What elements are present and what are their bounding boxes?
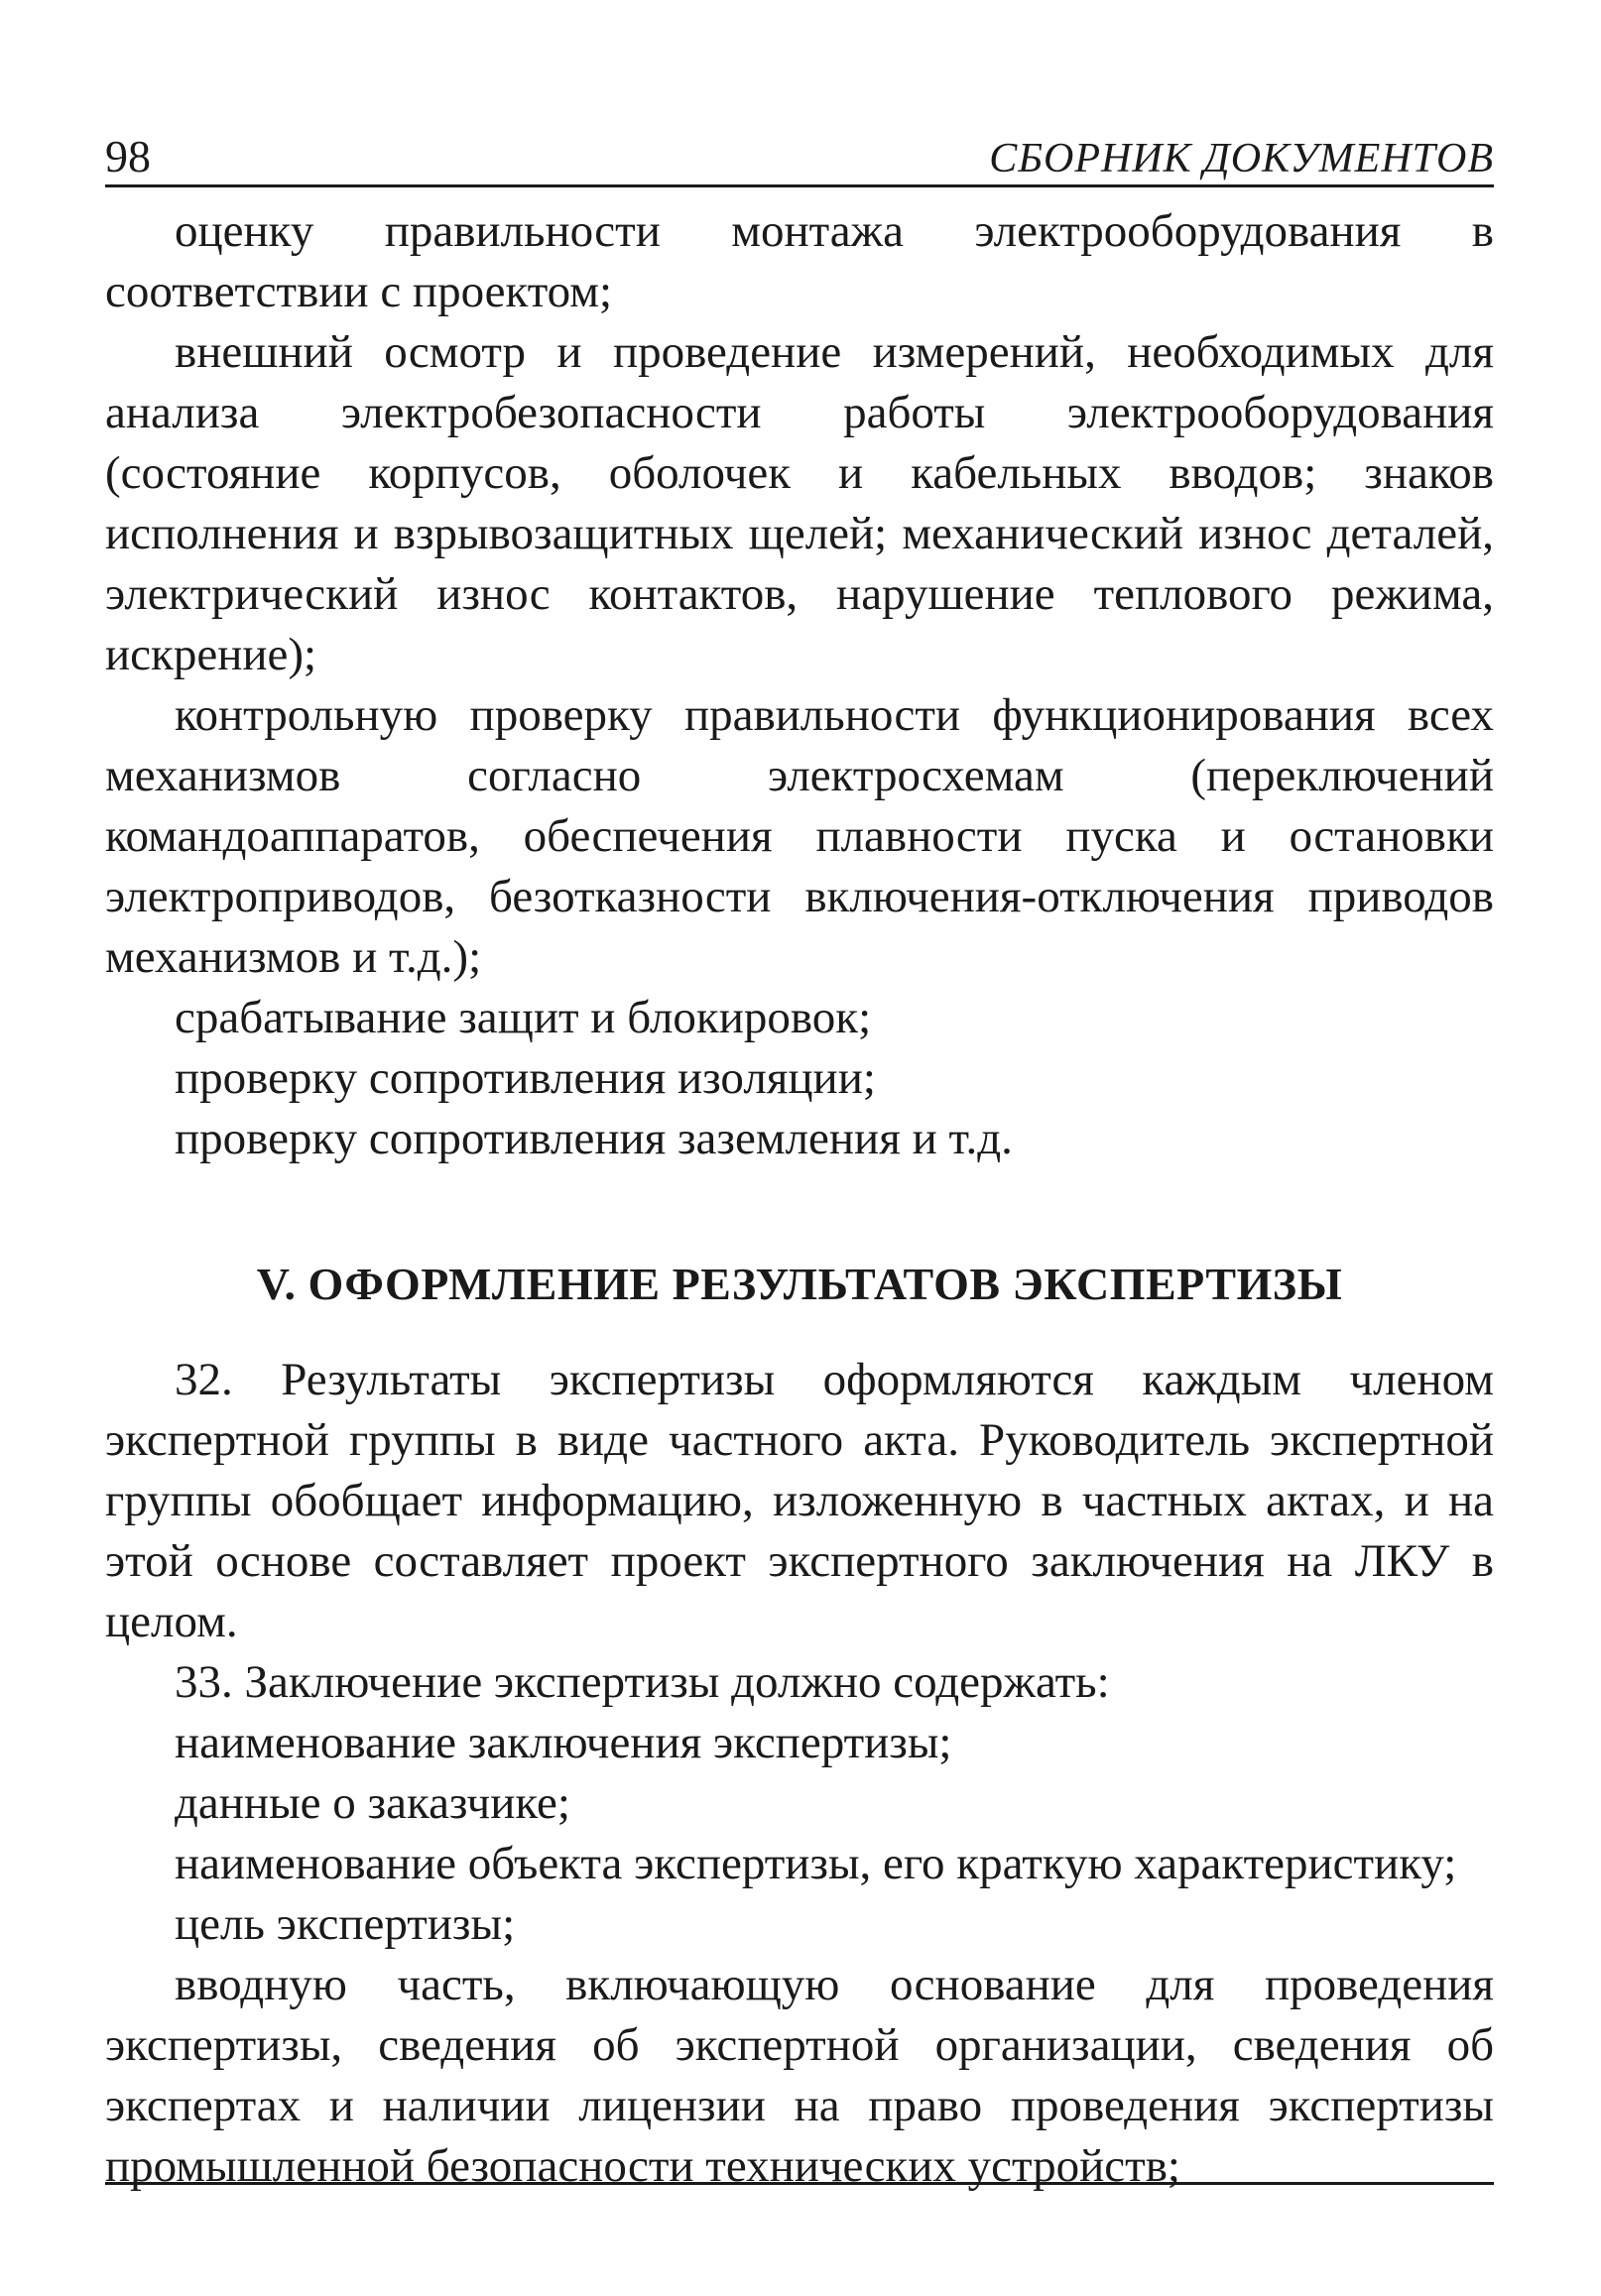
list-item: данные о заказчике; bbox=[175, 1777, 570, 1829]
page-number: 98 bbox=[105, 131, 151, 181]
list-item: контрольную проверку правильности функционирования всех механизмов согласно электросхемам (переключений командоаппаратов, обеспечения плавности пуска и остановки электроприводов, безотказности включения-отключения приводов механизмов и т.д.); bbox=[105, 689, 1494, 983]
list-item: оценку правильности монтажа электрооборудования в соответствии с проектом; bbox=[105, 205, 1494, 317]
running-title: СБОРНИК ДОКУМЕНТОВ bbox=[989, 136, 1494, 181]
list-item: цель экспертизы; bbox=[175, 1898, 516, 1950]
list-item: наименование заключения экспертизы; bbox=[175, 1717, 952, 1768]
list-item: вводную часть, включающую основание для проведения экспертизы, сведения об экспертной организации, сведения об экспертах и наличии лицензии на право проведения экспертизы промышленной безопасности технических устройств; bbox=[105, 1959, 1494, 2192]
page-header bbox=[105, 119, 1494, 187]
list-item: срабатывание защит и блокировок; bbox=[175, 992, 872, 1043]
section-heading: V. ОФОРМЛЕНИЕ РЕЗУЛЬТАТОВ ЭКСПЕРТИЗЫ bbox=[256, 1259, 1343, 1309]
page-body bbox=[105, 187, 1494, 2197]
list-item: наименование объекта экспертизы, его краткую характеристику; bbox=[175, 1838, 1457, 1889]
document-page bbox=[105, 119, 1494, 2197]
list-item: проверку сопротивления заземления и т.д. bbox=[175, 1113, 1013, 1164]
list-item: внешний осмотр и проведение измерений, необходимых для анализа электробезопасности работы электрооборудования (состояние корпусов, оболочек и кабельных вводов; знаков исполнения и взрывозащитных щелей; механический износ деталей, электрический износ контактов, нарушение теплового режима, искрение); bbox=[105, 326, 1494, 680]
footer-rule bbox=[105, 2182, 1494, 2185]
paragraph: 32. Результаты экспертизы оформляются каждым членом экспертной группы в виде частного акта. Руководитель экспертной группы обобщает информацию, изложенную в частных актах, и на этой основе составляет проект экспертного заключения на ЛКУ в целом. bbox=[105, 1354, 1494, 1647]
paragraph: 33. Заключение экспертизы должно содержать: bbox=[175, 1656, 1110, 1708]
list-item: проверку сопротивления изоляции; bbox=[175, 1052, 876, 1104]
